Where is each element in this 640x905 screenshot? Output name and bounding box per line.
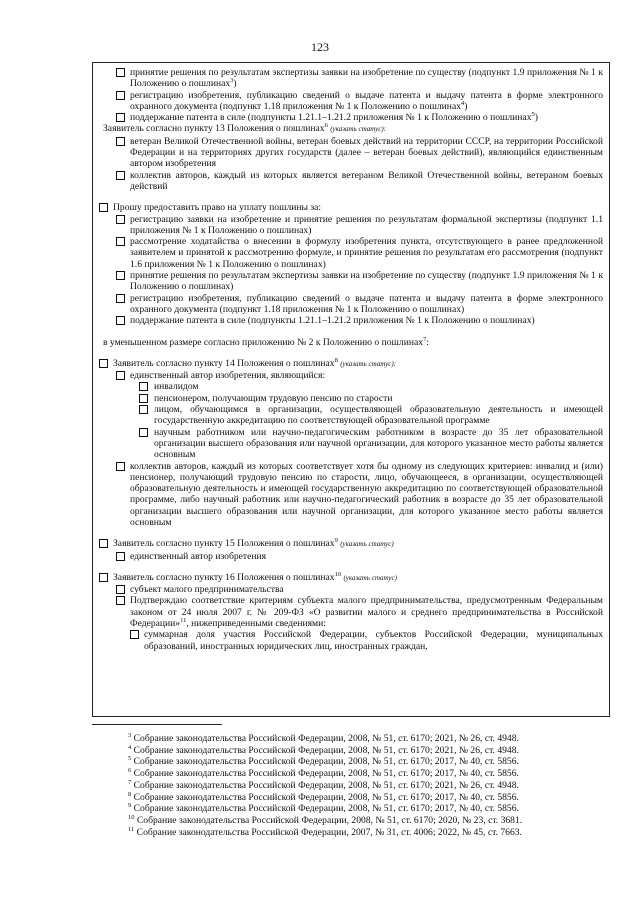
checkbox-row: [99, 315, 603, 326]
page-number: 123: [311, 40, 329, 54]
checkbox[interactable]: [116, 215, 125, 224]
checkbox-row: [99, 584, 603, 595]
option-text: ветеран Великой Отечественной войны, ветеран боевых действий на территории СССР, на территории Российской Федерации и на территориях других государств (далее – ветеран боевых действий), являющийся единственным автором изобретения: [130, 135, 603, 170]
footnote: [128, 803, 598, 815]
option-text: коллектив авторов, каждый из которых соответствует хотя бы одному из следующих критериев: инвалид и (или) пенсионер, получающий трудовую пенсию по старости, лицо, обучающееся, в организации, осуществляющей образовательную деятельность и имеющей государственную аккредитацию по соответствующей образовательной программе, либо научный работник или научно-педагогический работник в возрасте до 35 лет образовательной организации высшего образования или научной организации, для которого указанное место работы является основным: [130, 460, 603, 528]
checkbox[interactable]: [99, 539, 108, 548]
footnote-ref: 3: [230, 77, 234, 85]
applicant-16-row: [99, 572, 603, 584]
request-payment-row: [99, 202, 603, 213]
checkbox[interactable]: [130, 630, 139, 639]
checkbox-row: [99, 293, 603, 316]
option-text: лицом, обучающимся в организации, осуществляющей образовательную деятельность и имеющей государственную аккредитацию по соответствующей образовательной программе: [154, 404, 603, 427]
footnote-ref: 6: [324, 122, 328, 130]
option-text: принятие решения по результатам экспертизы заявки на изобретение по существу (подпункт 1.9 приложения № 1 к Положению о пошлинах: [130, 67, 603, 90]
checkbox[interactable]: [116, 371, 125, 380]
checkbox[interactable]: [116, 171, 125, 180]
option-text: Подтверждаю соответствие критериям субъекта малого предпринимательства, предусмотренным Федеральным законом от 24 июля 2007 г. № 209-ФЗ «О развитии малого и среднего предпринимательства в Российской Федерации»: [130, 595, 603, 630]
reduced-size-tail: :: [426, 336, 429, 348]
checkbox[interactable]: [116, 137, 125, 146]
checkbox-row: [99, 90, 603, 113]
footnote-text: Собрание законодательства Российской Федерации, 2008, № 51, ст. 6170; 2021, № 26, ст. 4948.: [133, 733, 519, 744]
footnote: [128, 768, 598, 780]
footnote: [128, 780, 598, 792]
option-text: регистрацию изобретения, публикацию сведений о выдаче патента и выдачу патента в форме электронного охранного документа (подпункт 1.18 приложения № 1 к Положению о пошлинах: [130, 89, 603, 112]
footnote: [128, 792, 598, 804]
footnote-number: 3: [128, 731, 132, 739]
footnote-number: 9: [128, 802, 132, 810]
checkbox[interactable]: [116, 596, 125, 605]
option-text: единственный автор изобретения: [130, 550, 267, 562]
footnote-number: 6: [128, 766, 132, 774]
footnote-text: Собрание законодательства Российской Федерации, 2008, № 51, ст. 6170; 2017, № 40, ст. 5856.: [133, 768, 519, 780]
status-note: (указать статус):: [330, 125, 386, 134]
footnote-text: Собрание законодательства Российской Федерации, 2008, № 51, ст. 6170; 2021, № 26, ст. 4948.: [133, 744, 519, 756]
option-tail: , нижеприведенными сведениями:: [186, 618, 326, 630]
checkbox-row: [99, 214, 603, 237]
checkbox[interactable]: [139, 405, 148, 414]
checkbox-row: [99, 427, 603, 461]
checkbox-row: [99, 67, 603, 90]
option-text: единственный автор изобретения, являющийся:: [130, 370, 326, 382]
checkbox[interactable]: [116, 113, 125, 122]
footnote-ref: 4: [461, 99, 465, 107]
checkbox[interactable]: [116, 462, 125, 471]
checkbox-row: [99, 381, 603, 392]
option-text: пенсионером, получающим трудовую пенсию по старости: [154, 392, 393, 404]
reduced-size-row: [99, 337, 603, 348]
footnote-number: 5: [128, 755, 132, 763]
footnote-text: Собрание законодательства Российской Федерации, 2008, № 51, ст. 6170; 2021, № 26, ст. 4948.: [133, 779, 519, 791]
checkbox[interactable]: [116, 91, 125, 100]
footnote-ref: 5: [531, 111, 535, 118]
checkbox[interactable]: [116, 552, 125, 561]
checkbox-row: [99, 393, 603, 404]
checkbox-row: [99, 270, 603, 293]
checkbox[interactable]: [116, 316, 125, 325]
checkbox[interactable]: [116, 237, 125, 246]
checkbox[interactable]: [116, 585, 125, 594]
checkbox[interactable]: [139, 382, 148, 391]
option-tail: ): [233, 78, 237, 90]
checkbox[interactable]: [116, 294, 125, 303]
checkbox[interactable]: [99, 359, 108, 368]
checkbox-row: [99, 112, 603, 123]
applicant-13-text: Заявитель согласно пункту 13 Положения о пошлинах: [103, 123, 325, 135]
footnote-text: Собрание законодательства Российской Федерации, 2008, № 51, ст. 6170; 2017, № 40, ст. 5856.: [133, 803, 519, 815]
footnote-number: 4: [128, 743, 132, 751]
footnote-ref: 7: [423, 335, 427, 343]
footnote: [128, 756, 598, 768]
checkbox[interactable]: [99, 573, 108, 582]
applicant-14-row: [99, 358, 603, 370]
status-note: (указать статус): [340, 540, 394, 549]
checkbox-row: [99, 404, 603, 427]
status-note: (указать статус): [343, 573, 397, 582]
footnote-text: Собрание законодательства Российской Федерации, 2007, № 31, ст. 4006; 2022, № 45, ст. 7663.: [136, 826, 522, 838]
option-text: регистрацию изобретения, публикацию сведений о выдаче патента и выдачу патента в форме электронного охранного документа (подпункт 1.18 приложения № 1 к Положению о пошлинах): [130, 292, 603, 315]
checkbox-row: [99, 236, 603, 270]
checkbox-row: [99, 551, 603, 562]
option-tail: ): [464, 100, 468, 112]
option-text: суммарная доля участия Российской Федерации, субъектов Российской Федерации, муниципальных образований, иностранных юридических лиц, иностранных граждан,: [144, 629, 603, 652]
footnote-ref: 11: [180, 616, 187, 624]
footnote: [128, 733, 598, 745]
checkbox-row: [99, 461, 603, 529]
footnote-number: 8: [128, 790, 132, 798]
option-text: научным работником или научно-педагогическим работником в возрасте до 35 лет образовательной организации высшего образования или научной организации, для которого указанное место работы является основным: [154, 426, 603, 461]
checkbox[interactable]: [139, 394, 148, 403]
checkbox-row: [99, 629, 603, 652]
request-payment-text: Прошу предоставить право на уплату пошлины за:: [113, 202, 322, 214]
option-text: принятие решения по результатам экспертизы заявки на изобретение по существу (подпункт 1.9 приложения № 1 к Положению о пошлинах): [130, 270, 603, 293]
applicant-15-row: [99, 538, 603, 550]
checkbox-row: [99, 136, 603, 170]
footnote: [128, 745, 598, 757]
checkbox[interactable]: [99, 203, 108, 212]
footnote-divider: [92, 724, 222, 725]
reduced-size-text: в уменьшенном размере согласно приложению № 2 к Положению о пошлинах: [103, 336, 424, 348]
footnote-text: Собрание законодательства Российской Федерации, 2008, № 51, ст. 6170; 2017, № 40, ст. 5856.: [133, 791, 519, 803]
applicant-13-heading: [99, 123, 603, 135]
checkbox[interactable]: [116, 68, 125, 77]
option-text: инвалидом: [154, 381, 199, 393]
checkbox-row: [99, 595, 603, 629]
option-text: рассмотрение ходатайства о внесении в формулу изобретения пункта, отсутствующего в ранее предложенной заявителем и принятой к рассмотрению формуле, и принятие решения по результатам его рассмотрения (подпункт 1.6 приложения № 1 к Положению о пошлинах): [130, 236, 603, 270]
footnote-ref: 10: [334, 570, 342, 578]
option-tail: ): [534, 112, 538, 124]
footnote-text: Собрание законодательства Российской Федерации, 2008, № 51, ст. 6170; 2017, № 40, ст. 5856.: [133, 756, 519, 768]
checkbox-row: [99, 170, 603, 193]
status-note: (указать статус):: [340, 359, 396, 368]
option-text: субъект малого предпринимательства: [130, 584, 284, 596]
footnotes: [128, 733, 598, 838]
footnote-ref: 9: [334, 537, 338, 545]
footnote: [128, 815, 598, 827]
checkbox[interactable]: [116, 271, 125, 280]
footnote-number: 10: [128, 813, 135, 821]
footnote: [128, 827, 598, 839]
option-text: поддержание патента в силе (подпункты 1.21.1–1.21.2 приложения № 1 к Положению о пошлинах: [130, 112, 532, 124]
form-frame: [92, 62, 610, 717]
checkbox-row: [99, 370, 603, 381]
footnote-number: 11: [128, 825, 135, 833]
option-text: поддержание патента в силе (подпункты 1.21.1–1.21.2 приложения № 1 к Положению о пошлинах): [130, 315, 535, 327]
footnote-ref: 8: [334, 356, 338, 364]
applicant-16-text: Заявитель согласно пункту 16 Положения о пошлинах: [113, 571, 335, 583]
option-text: регистрацию заявки на изобретение и принятие решения по результатам формальной экспертизы (подпункт 1.1 приложения № 1 к Положению о пошлинах): [130, 213, 603, 236]
applicant-15-text: Заявитель согласно пункту 15 Положения о пошлинах: [113, 538, 335, 550]
footnote-text: Собрание законодательства Российской Федерации, 2008, № 51, ст. 6170; 2020, № 23, ст. 3681.: [136, 814, 523, 826]
checkbox[interactable]: [139, 428, 148, 437]
applicant-14-text: Заявитель согласно пункту 14 Положения о пошлинах: [113, 357, 335, 369]
option-text: коллектив авторов, каждый из которых является ветераном Великой Отечественной войны, ветераном боевых действий: [130, 169, 603, 192]
footnote-number: 7: [128, 778, 132, 786]
